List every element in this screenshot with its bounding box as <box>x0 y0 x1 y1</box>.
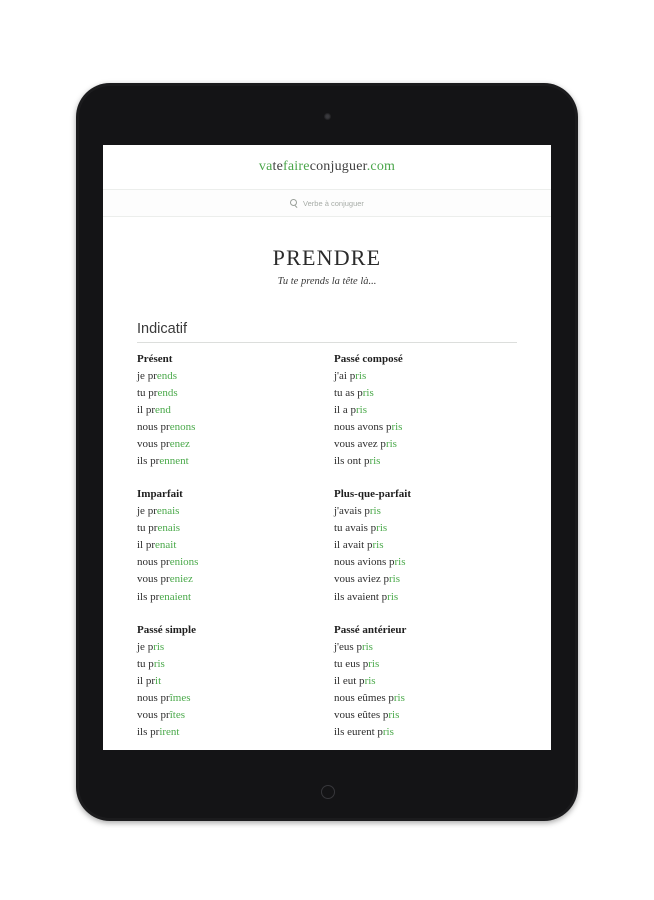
tense-name: Imparfait <box>137 488 183 501</box>
conjugation-stem: ils pr <box>137 455 160 468</box>
tense-name: Plus-que-parfait <box>334 488 411 501</box>
site-header <box>103 145 551 190</box>
conjugation-ending: ris <box>368 657 380 670</box>
conjugation-stem: je pr <box>137 505 157 518</box>
conjugation-stem: vous avez p <box>334 438 386 451</box>
conjugation-ending: îtes <box>169 708 185 721</box>
conjugation-ending: ris <box>393 691 405 704</box>
tense-block <box>334 624 517 741</box>
conjugation-ending: ris <box>385 438 397 451</box>
conjugation-line <box>137 554 320 571</box>
conjugation-stem: je pr <box>137 370 157 382</box>
conjugation-stem: tu eus p <box>334 657 369 670</box>
tense-block <box>137 353 320 470</box>
conjugation-line <box>334 724 517 741</box>
conjugation-ending: enaient <box>159 590 192 603</box>
tense-name: Passé antérieur <box>334 623 407 636</box>
conjugation-ending: enait <box>155 539 177 552</box>
conjugation-line <box>334 656 517 673</box>
conjugation-line <box>334 690 517 707</box>
conjugation-line <box>137 656 320 673</box>
conjugation-line <box>137 453 320 470</box>
conjugation-stem: vous eûtes p <box>334 708 389 721</box>
conjugation-stem: nous pr <box>137 421 170 434</box>
conjugation-ending: ris <box>356 404 367 417</box>
conjugation-stem: nous pr <box>137 691 170 704</box>
conjugation-stem: vous pr <box>137 708 170 721</box>
conjugation-stem: tu pr <box>137 387 158 400</box>
conjugation-ending: ris <box>387 590 399 603</box>
conjugation-ending: ris <box>153 640 165 653</box>
browser-screen <box>103 145 551 750</box>
conjugation-stem: vous pr <box>137 573 170 586</box>
conjugation-stem: ils pr <box>137 590 160 603</box>
conjugation-ending: ris <box>369 455 381 468</box>
logo-segment-2: te <box>272 159 284 174</box>
conjugation-ending: eniez <box>169 573 193 586</box>
logo-segment-5: .com <box>366 159 396 174</box>
conjugation-ending: ris <box>388 708 400 721</box>
conjugation-line <box>137 385 320 402</box>
conjugation-line <box>137 503 320 520</box>
logo-segment-1: va <box>258 159 273 174</box>
conjugation-ending: enez <box>169 438 190 451</box>
conjugation-ending: ends <box>157 387 178 400</box>
page-content <box>103 245 551 750</box>
conjugation-ending: end <box>155 404 171 417</box>
conjugation-line <box>137 571 320 588</box>
conjugation-line <box>334 589 517 606</box>
conjugation-ending: ris <box>382 725 394 738</box>
conjugation-line <box>334 385 517 402</box>
conjugation-stem: nous pr <box>137 556 170 569</box>
conjugation-line <box>334 571 517 588</box>
conjugation-stem: j'ai p <box>334 370 356 382</box>
tense-block <box>137 488 320 605</box>
conjugation-stem: ils ont p <box>334 455 370 468</box>
conjugation-line <box>137 589 320 606</box>
conjugation-line <box>334 554 517 571</box>
conjugation-ending: ris <box>376 522 388 535</box>
conjugation-stem: ils pr <box>137 725 160 738</box>
conjugation-ending: ris <box>372 539 384 552</box>
conjugation-line <box>334 503 517 520</box>
conjugation-stem: il pr <box>137 404 156 417</box>
conjugation-stem: vous aviez p <box>334 573 389 586</box>
home-button[interactable] <box>321 785 335 799</box>
front-camera-icon <box>324 113 331 120</box>
conjugation-line <box>137 520 320 537</box>
conjugation-stem: j'avais p <box>334 505 370 518</box>
verb-subtitle: Tu te prends la tête là... <box>277 276 377 287</box>
tense-name: Passé simple <box>137 623 196 636</box>
conjugation-ending: ends <box>156 370 178 382</box>
conjugation-stem: nous avions p <box>334 556 395 569</box>
conjugation-ending: it <box>155 674 162 687</box>
conjugation-line <box>334 453 517 470</box>
conjugation-stem: nous eûmes p <box>334 691 394 704</box>
conjugation-ending: enons <box>169 421 196 434</box>
conjugation-stem: il pr <box>137 539 156 552</box>
conjugation-line <box>137 537 320 554</box>
conjugation-stem: il avait p <box>334 539 373 552</box>
conjugation-line <box>137 639 320 656</box>
conjugation-ending: enions <box>169 556 199 569</box>
conjugation-ending: irent <box>159 725 180 738</box>
conjugation-stem: tu p <box>137 657 154 670</box>
mood-heading: Indicatif <box>137 321 517 343</box>
conjugation-ending: ris <box>361 640 373 653</box>
conjugation-stem: tu avais p <box>334 522 377 535</box>
conjugation-line <box>137 368 320 385</box>
search-bar[interactable] <box>103 190 551 217</box>
conjugation-stem: vous pr <box>137 438 170 451</box>
conjugation-line <box>334 537 517 554</box>
conjugation-line <box>334 520 517 537</box>
conjugation-line <box>334 419 517 436</box>
conjugation-ending: ris <box>369 505 381 518</box>
conjugation-line <box>137 673 320 690</box>
conjugation-stem: il pr <box>137 674 156 687</box>
search-input[interactable]: Verbe à conjuguer <box>303 198 364 208</box>
search-icon <box>290 199 298 207</box>
conjugation-line <box>334 707 517 724</box>
conjugation-line <box>137 436 320 453</box>
conjugation-line <box>137 724 320 741</box>
conjugation-line <box>334 639 517 656</box>
conjugation-ending: ris <box>388 573 400 586</box>
conjugation-ending: ris <box>394 556 406 569</box>
conjugation-line <box>334 673 517 690</box>
conjugation-ending: îmes <box>169 691 191 704</box>
logo-segment-3: faire <box>283 159 310 174</box>
conjugation-stem: nous avons p <box>334 421 392 434</box>
conjugation-line <box>137 690 320 707</box>
page-title: PRENDRE <box>272 245 382 270</box>
conjugation-line <box>334 436 517 453</box>
conjugation-ending: ris <box>364 674 376 687</box>
conjugation-line <box>137 402 320 419</box>
site-logo[interactable] <box>259 159 395 175</box>
tense-block <box>334 353 517 470</box>
tense-grid <box>137 353 517 750</box>
tense-name: Passé composé <box>334 353 403 365</box>
conjugation-ending: ris <box>153 657 165 670</box>
tense-block <box>334 488 517 605</box>
conjugation-line <box>137 419 320 436</box>
conjugation-ending: ennent <box>159 455 189 468</box>
conjugation-ending: ris <box>355 370 367 382</box>
conjugation-line <box>334 402 517 419</box>
conjugation-stem: ils avaient p <box>334 590 388 603</box>
conjugation-stem: j'eus p <box>334 640 362 653</box>
conjugation-stem: ils eurent p <box>334 725 383 738</box>
tense-block <box>137 624 320 741</box>
conjugation-line <box>334 368 517 385</box>
tense-name: Présent <box>137 353 173 365</box>
conjugation-ending: enais <box>157 522 181 535</box>
conjugation-ending: ris <box>362 387 374 400</box>
conjugation-stem: tu as p <box>334 387 363 400</box>
conjugation-ending: ris <box>391 421 403 434</box>
conjugation-stem: il eut p <box>334 674 365 687</box>
conjugation-ending: enais <box>156 505 180 518</box>
conjugation-stem: il a p <box>334 404 356 417</box>
conjugation-line <box>137 707 320 724</box>
conjugation-stem: tu pr <box>137 522 158 535</box>
tablet-device <box>76 83 578 821</box>
conjugation-stem: je p <box>137 640 154 653</box>
logo-segment-4: conjuguer <box>309 159 367 174</box>
